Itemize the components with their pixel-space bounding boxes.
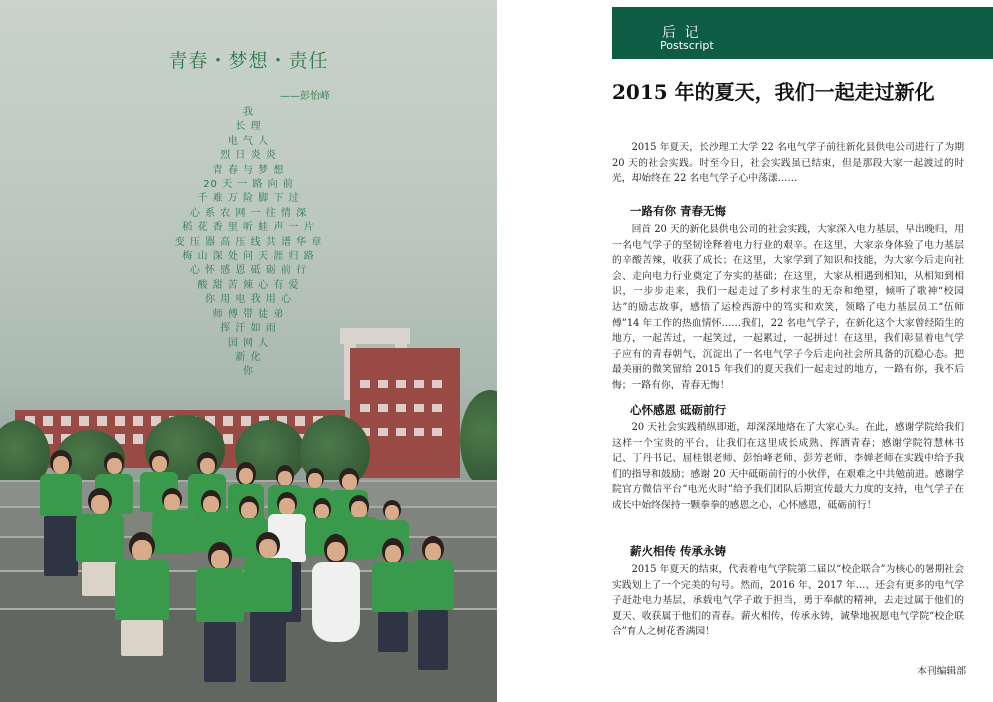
header-title-cn: 后 记 — [662, 25, 701, 41]
poem-line: 电 气 人 — [227, 135, 270, 147]
section-text-1: 回首 20 天的新化县供电公司的社会实践，大家深入电力基层，早出晚归，用一名电气学子的坚韧诠释着电力行业的艰辛。在这里，大家亲身体验了电力基层的辛酸苦辣，收获了成长；在这里，大家学到了知识和技能，为大家今后走向社会、走向电力行业奠定了夯实的基础；在这里，大家从相遇到相知，从相知到相识，一步步走来，我们一起走过了乡村求生的无奈和绝望，倾听了歌神“校园达”的励志故事，感悟了运检西游中的笃实和欢笑，领略了电力基层员工“伍师傅”14 年工作的热血情怀……我们，22 名电气学子，在新化这个大家曾经陌生的地方，一起苦过，一起笑过，一起累过，一起拼过！在这里，我们彰显着电气学子应有的青春朝气，沉淀出了一名电气学子今后走向社会所具备的沉稳心态。把最美丽的微笑留给 2015 年我们的夏天我们一起走过的地方，一路有你，我不后悔；一路有你，青春无悔！ — [612, 224, 964, 391]
postscript-header — [612, 7, 993, 59]
poem-line: 千 难 万 险 脚 下 过 — [197, 193, 300, 205]
group-photo — [0, 320, 497, 702]
poem-line: 20 天 一 路 向 前 — [203, 179, 294, 191]
section-heading-2: 心怀感恩 砥砺前行 — [630, 403, 727, 417]
poem-line: 心 系 农 网 一 往 情 深 — [189, 207, 308, 219]
poem-line: 长 理 — [235, 121, 262, 133]
poem-author: ——彭怡峰 — [280, 91, 330, 102]
poem-line: 你 — [243, 366, 254, 378]
poem-line: 心 怀 感 恩 砥 砺 前 行 — [189, 265, 308, 277]
article-title: 2015 年的夏天，我们一起走过新化 — [612, 80, 935, 104]
poem-line: 师 傅 带 徒 弟 — [212, 308, 285, 320]
poem-line: 酸 甜 苦 辣 心 有 爱 — [197, 279, 300, 291]
section-text-3: 2015 年夏天的结束，代表着电气学院第二届以“校企联合”为核心的暑期社会实践划上了一个完美的句号。然而，2016 年、2017 年…、还会有更多的电气学子赶赴电力基层，承载电气学子敢于担当，勇于奉献的精神，去走过属于他们的夏天、收获属于他们的青春。薪火相传，传承永铸，诚挚地祝愿电气学院“校企联合”育人之树花香满园！ — [612, 564, 964, 638]
signature: 本刊编辑部 — [917, 666, 966, 677]
right-page — [497, 0, 993, 702]
poem-line: 变 压 器 高 压 线 共 谱 华 章 — [174, 236, 323, 248]
section-heading-1: 一路有你 青春无悔 — [630, 204, 727, 218]
poem-line: 梅 山 深 处 问 天 涯 归 路 — [182, 251, 315, 263]
poem-line: 国 网 人 — [227, 337, 270, 349]
poem-line: 稻 花 香 里 听 蛙 声 一 片 — [182, 222, 315, 234]
poem-line: 你 用 电 我 用 心 — [205, 294, 292, 306]
section-heading-3: 薪火相传 传承永铸 — [630, 544, 727, 558]
header-title-en: Postscript — [660, 39, 714, 52]
poem-line: 烈 日 炎 炎 — [220, 150, 277, 162]
poem-line: 挥 汗 如 雨 — [220, 323, 277, 335]
intro-paragraph: 2015 年夏天，长沙理工大学 22 名电气学子前往新化县供电公司进行了为期 20 天的社会实践。时至今日，社会实践虽已结束，但是那段大家一起渡过的时光，却始终在 22 名电气学子心中荡漾…… — [612, 142, 964, 185]
poem-line: 新 化 — [235, 351, 262, 363]
poem-title: 青春・梦想・责任 — [168, 50, 329, 72]
poem-line: 我 — [243, 107, 254, 118]
section-text-2: 20 天社会实践稍纵即逝，却深深地烙在了大家心头。在此，感谢学院给我们这样一个宝贵的平台，让我们在这里成长成熟、挥洒青春；感谢学院符慧林书记、丁丹书记、屈桂银老师、彭怡峰老师、彭芳老师、李婵老师在实践中给予我们的指导和鼓励；感谢 20 天中砥砺前行的小伙伴，在艰难之中共勉前进。感谢学院官方微信平台“电光火时”给予我们团队后期宣传最大力度的支持，电气学子在成长中始终保持一颗拳拳的感恩之心，心怀感恩，砥砺前行！ — [612, 422, 964, 511]
poem-line: 青 春 与 梦 想 — [212, 164, 285, 176]
